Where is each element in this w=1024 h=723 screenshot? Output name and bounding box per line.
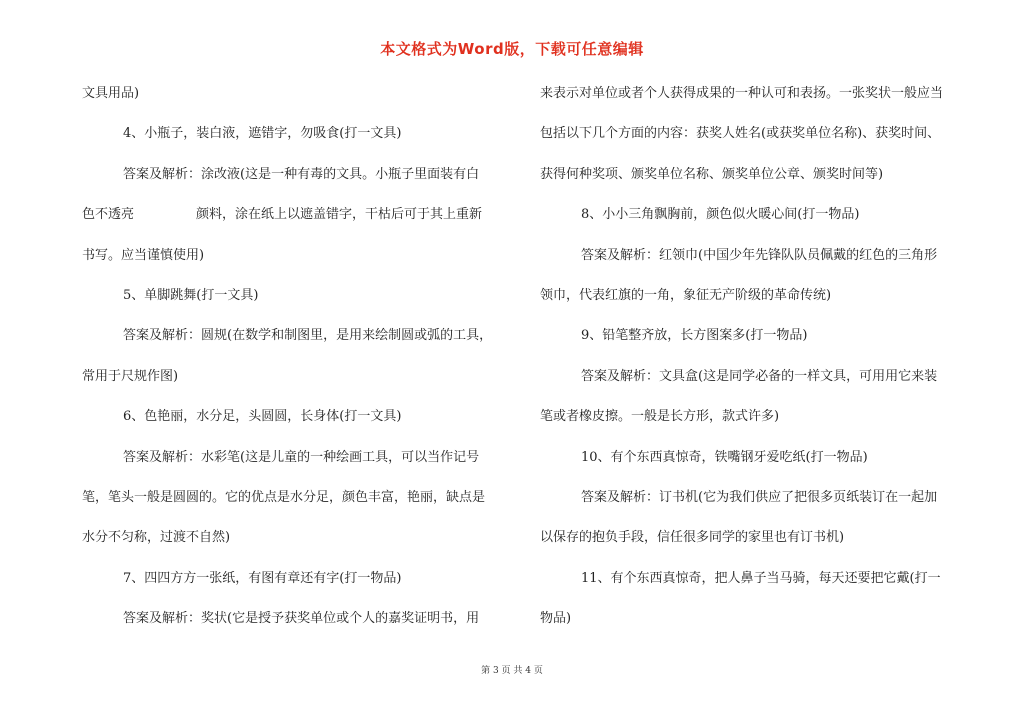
left-column-line: 笔，笔头一般是圆圆的。它的优点是水分足，颜色丰富，艳丽，缺点是 [82,489,486,505]
right-column-line: 答案及解析：红领巾(中国少年先锋队队员佩戴的红色的三角形 [581,247,938,263]
left-column-line: 色不透亮 颜料，涂在纸上以遮盖错字，干枯后可于其上重新 [82,207,482,223]
left-column-line: 答案及解析：圆规(在数学和制图里，是用来绘制圆或弧的工具， [123,328,493,344]
left-column-line: 4、小瓶子，装白液，遮错字，勿吸食(打一文具) [123,126,402,142]
left-column-line: 7、四四方方一张纸，有图有章还有字(打一物品) [123,570,402,586]
right-column-line: 答案及解析：文具盒(这是同学必备的一样文具，可用用它来装 [581,368,938,384]
right-column-line: 9、铅笔整齐放，长方图案多(打一物品) [581,328,808,344]
left-column-line: 文具用品) [82,86,140,101]
left-column-line: 水分不匀称，过渡不自然) [82,530,231,546]
right-column-line: 11、有个东西真惊奇，把人鼻子当马骑，每天还要把它戴(打一 [581,570,941,586]
word-format-banner: 本文格式为Word版，下载可任意编辑 [380,40,644,58]
right-column-line: 来表示对单位或者个人获得成果的一种认可和表扬。一张奖状一般应当 [540,86,944,101]
left-text-column [82,80,512,645]
right-column-line: 笔或者橡皮擦。一般是长方形，款式许多) [540,409,780,425]
right-column-line: 包括以下几个方面的内容：获奖人姓名(或获奖单位名称)、获奖时间、 [540,126,941,142]
right-text-column [540,80,970,645]
right-column-line: 10、有个东西真惊奇，铁嘴钢牙爱吃纸(打一物品) [581,449,868,465]
page-number-footer: 第 3 页 共 4 页 [481,666,543,676]
left-column-line: 答案及解析：奖状(它是授予获奖单位或个人的嘉奖证明书，用 [123,611,480,627]
left-column-line: 答案及解析：涂改液(这是一种有毒的文具。小瓶子里面装有白 [123,166,480,182]
right-column-line: 物品) [540,611,572,627]
left-column-line: 答案及解析：水彩笔(这是儿童的一种绘画工具，可以当作记号 [123,449,480,465]
left-column-line: 6、色艳丽，水分足，头圆圆，长身体(打一文具) [123,409,402,425]
left-column-line: 书写。应当谨慎使用) [82,247,205,263]
right-column-line: 答案及解析：订书机(它为我们供应了把很多页纸装订在一起加 [581,489,938,505]
left-column-line: 常用于尺规作图) [82,368,179,384]
right-column-line: 获得何种奖项、颁奖单位名称、颁奖单位公章、颁奖时间等) [540,166,884,182]
right-column-line: 领巾，代表红旗的一角，象征无产阶级的革命传统) [540,287,832,303]
left-column-line: 5、单脚跳舞(打一文具) [123,287,259,303]
right-column-line: 8、小小三角飘胸前，颜色似火暖心间(打一物品) [581,207,860,223]
right-column-line: 以保存的抱负手段，信任很多同学的家里也有订书机) [540,530,845,546]
